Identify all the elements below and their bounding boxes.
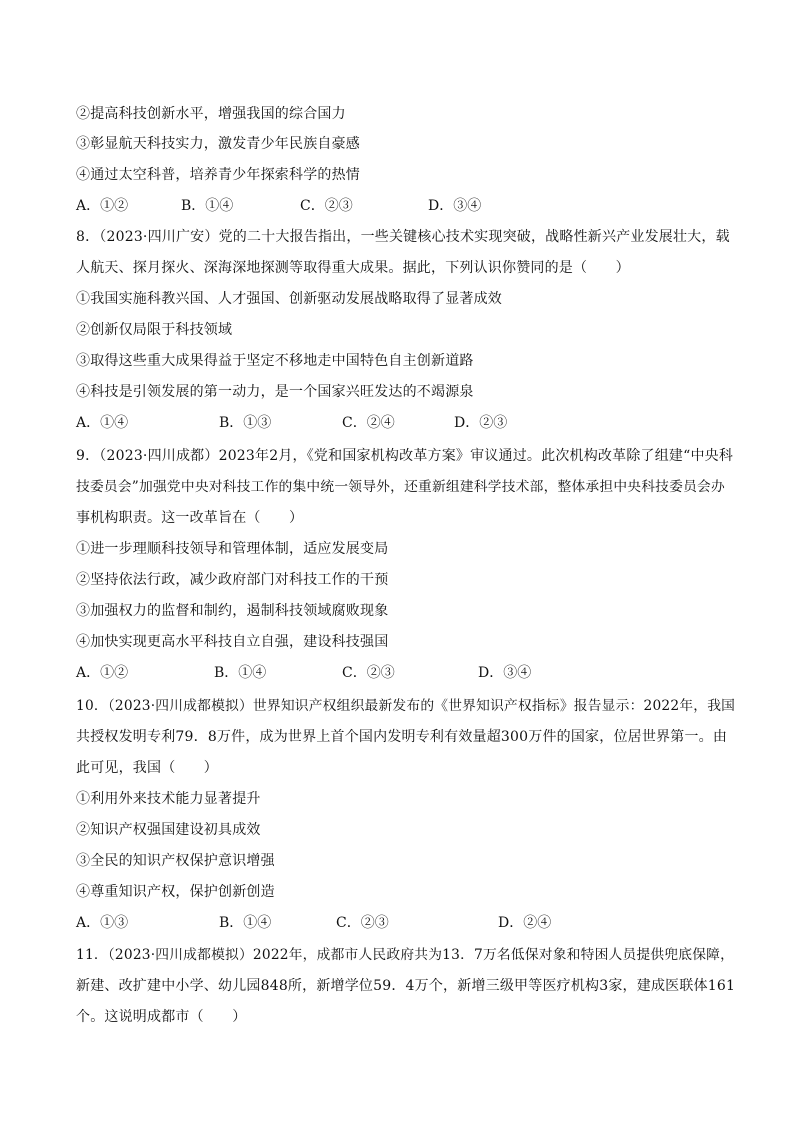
q8-option-a: A．①④ [76, 415, 129, 431]
q11-stem-line-2: 新建、改扩建中小学、幼儿园848所，新增学位59．4万个，新增三级甲等医疗机构3家，建成医联体161 [76, 978, 736, 994]
q9-choice-4: ④加快实现更高水平科技自立自强，建设科技强国 [76, 634, 389, 650]
q10-option-c: C．②③ [336, 915, 389, 931]
q9-option-b: B．①④ [214, 665, 267, 681]
q8-stem-line-1: 8．（2023·四川广安）党的二十大报告指出，一些关键核心技术实现突破，战略性新兴产业发展壮大，载 [76, 229, 730, 245]
q11-stem-line-3: 个。这说明成都市（ ） [76, 1009, 247, 1025]
q8-choice-1: ①我国实施科教兴国、人才强国、创新驱动发展战略取得了显著成效 [76, 291, 502, 307]
q9-choice-3: ③加强权力的监督和制约，遏制科技领域腐败现象 [76, 603, 389, 619]
q8-choice-2: ②创新仅局限于科技领域 [76, 322, 233, 338]
q10-choice-1: ①利用外来技术能力显著提升 [76, 791, 261, 807]
q10-stem-line-1: 10．（2023·四川成都模拟）世界知识产权组织最新发布的《世界知识产权指标》报告显示：2022年，我国 [76, 698, 736, 714]
q7-option-a: A．①② [76, 198, 129, 214]
q9-option-c: C．②③ [342, 665, 395, 681]
q10-choice-2: ②知识产权强国建设初具成效 [76, 822, 261, 838]
q9-stem-line-2: 技委员会”加强党中央对科技工作的集中统一领导外，还重新组建科学技术部，整体承担中央科技委员会办 [76, 479, 725, 495]
q8-option-c: C．②④ [342, 415, 395, 431]
q8-option-b: B．①③ [219, 415, 272, 431]
q7-option-c: C．②③ [300, 198, 353, 214]
q10-stem-line-3: 此可见，我国（ ） [76, 760, 218, 776]
q9-option-a: A．①② [76, 665, 129, 681]
q8-option-d: D．②③ [454, 415, 508, 431]
q9-stem-line-1: 9．（2023·四川成都）2023年2月，《党和国家机构改革方案》审议通过。此次机构改革除了组建“中央科 [76, 448, 734, 464]
q10-choice-4: ④尊重知识产权，保护创新创造 [76, 884, 275, 900]
q7-choice-4: ④通过太空科普，培养青少年探索科学的热情 [76, 167, 360, 183]
q7-choice-3: ③彰显航天科技实力，激发青少年民族自豪感 [76, 136, 360, 152]
q11-stem-line-1: 11．（2023·四川成都模拟）2022年，成都市人民政府共为13．7万名低保对象和特困人员提供兜底保障， [76, 947, 735, 963]
q7-choice-2: ②提高科技创新水平，增强我国的综合国力 [76, 106, 346, 122]
q10-choice-3: ③全民的知识产权保护意识增强 [76, 853, 275, 869]
q8-stem-line-2: 人航天、探月探火、深海深地探测等取得重大成果。据此，下列认识你赞同的是（ ） [76, 260, 630, 276]
q9-option-d: D．③④ [478, 665, 532, 681]
q10-option-a: A．①③ [76, 915, 129, 931]
q8-choice-3: ③取得这些重大成果得益于坚定不移地走中国特色自主创新道路 [76, 353, 474, 369]
q8-choice-4: ④科技是引领发展的第一动力，是一个国家兴旺发达的不竭源泉 [76, 384, 474, 400]
q9-choice-1: ①进一步理顺科技领导和管理体制，适应发展变局 [76, 541, 389, 557]
q10-option-d: D．②④ [498, 915, 552, 931]
q7-option-d: D．③④ [428, 198, 482, 214]
q10-stem-line-2: 共授权发明专利79．8万件，成为世界上首个国内发明专利有效量超300万件的国家，位居世界第一。由 [76, 729, 728, 745]
q10-option-b: B．①④ [219, 915, 272, 931]
q9-stem-line-3: 事机构职责。这一改革旨在（ ） [76, 510, 304, 526]
q9-choice-2: ②坚持依法行政，减少政府部门对科技工作的干预 [76, 572, 389, 588]
q7-option-b: B．①④ [181, 198, 234, 214]
